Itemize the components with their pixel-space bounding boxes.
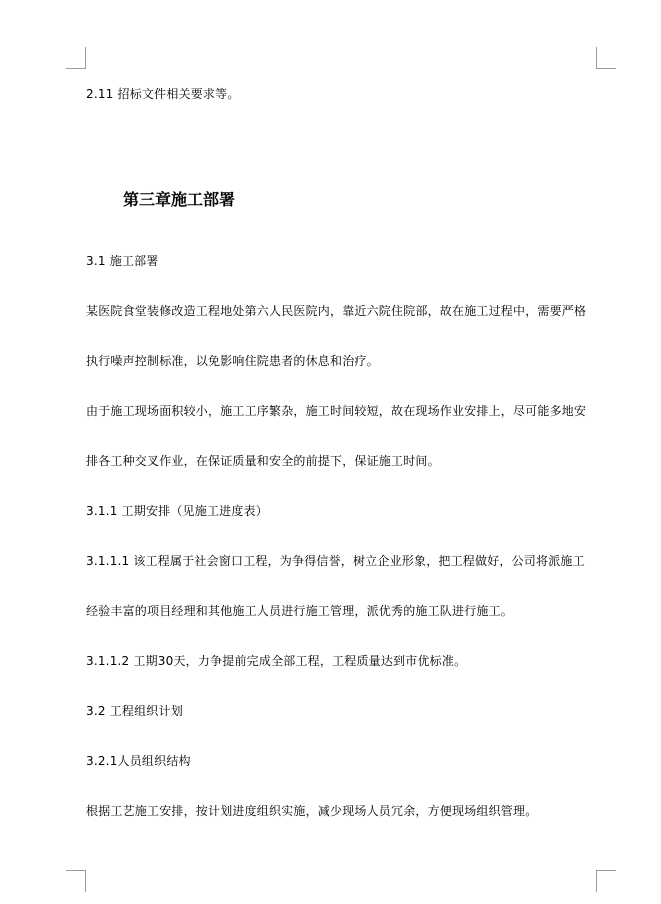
- paragraph-line: 经验丰富的项目经理和其他施工人员进行施工管理，派优秀的施工队进行施工。: [86, 604, 514, 618]
- paragraph-line: 3.1.1.1 该工程属于社会窗口工程，为争得信誉，树立企业形象，把工程做好，公司将派施工: [86, 554, 585, 568]
- paragraph-line: 根据工艺施工安排，按计划进度组织实施，减少现场人员冗余，方便现场组织管理。: [86, 804, 538, 818]
- paragraph-line: 排各工种交叉作业，在保证质量和安全的前提下，保证施工时间。: [86, 454, 440, 468]
- paragraph-line: 执行噪声控制标准，以免影响住院患者的休息和治疗。: [86, 354, 379, 368]
- paragraph-line: 由于施工现场面积较小，施工工序繁杂，施工时间较短，故在现场作业安排上，尽可能多地安: [86, 404, 587, 418]
- crop-mark-bottom-left: [66, 870, 86, 892]
- section-heading-3-2-1: 3.2.1人员组织结构: [86, 754, 191, 768]
- crop-mark-top-right: [596, 47, 616, 69]
- text-line-2-11: 2.11 招标文件相关要求等。: [86, 87, 240, 101]
- section-heading-3-2: 3.2 工程组织计划: [86, 704, 183, 718]
- section-heading-3-1: 3.1 施工部署: [86, 254, 159, 268]
- crop-mark-bottom-right: [596, 870, 616, 892]
- section-heading-3-1-1: 3.1.1 工期安排（见施工进度表）: [86, 504, 268, 518]
- paragraph-line: 3.1.1.2 工期30天，力争提前完成全部工程，工程质量达到市优标准。: [86, 654, 467, 668]
- paragraph-line: 某医院食堂装修改造工程地处第六人民医院内，靠近六院住院部，故在施工过程中，需要严格: [86, 304, 587, 318]
- crop-mark-top-left: [66, 47, 86, 69]
- chapter-heading: 第三章施工部署: [123, 190, 236, 209]
